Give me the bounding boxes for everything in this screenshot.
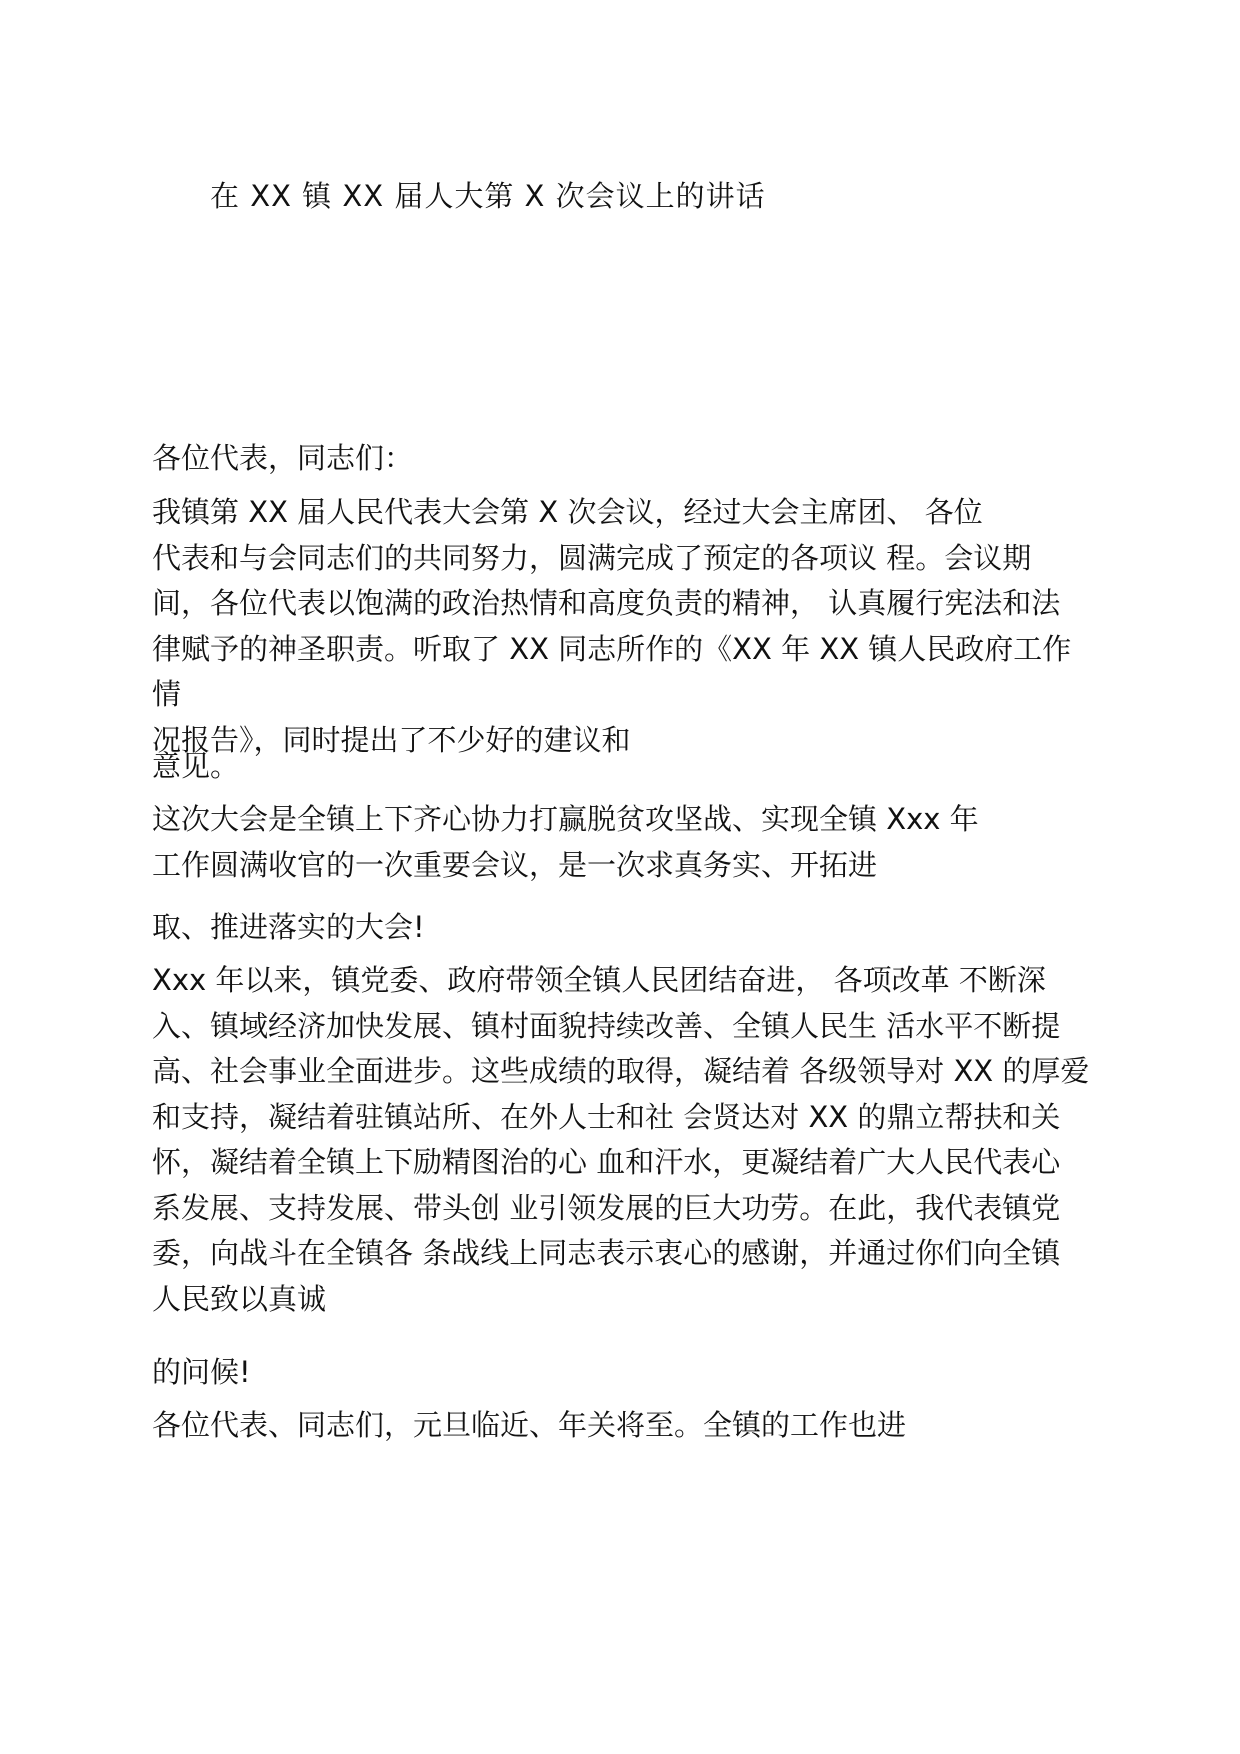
paragraph-4: 各位代表、同志们，元旦临近、年关将至。全镇的工作也进 xyxy=(152,1408,907,1442)
salutation: 各位代表，同志们： xyxy=(152,441,414,475)
paragraph-3: Xxx 年以来，镇党委、政府带领全镇人民团结奋进， 各项改革 不断深 入、镇域经济加快发展、镇村面貌持续改善、全镇人民生 活水平不断提 高、社会事业全面进步。这些成绩的取得，凝结着 各级领导对 XX 的厚爱 和支持，凝结着驻镇站所、在外人士和社 会贤达对 XX 的鼎立帮扶和关 怀，凝结着全镇上下励精图治的心 血和汗水，更凝结着广大人民代表心 系发展、支持发展、带头创 业引领发展的巨大功劳。在此，我代表镇党 委，向战斗在全镇各 条战线上同志表示衷心的感谢，并通过你们向全镇 人民致以真诚 xyxy=(152,963,1090,1316)
document-title: 在 XX 镇 XX 届人大第 X 次会议上的讲话 xyxy=(210,179,766,213)
paragraph-1-end: 意见。 xyxy=(152,749,240,783)
paragraph-2-end: 取、推进落实的大会! xyxy=(152,910,425,944)
paragraph-3-end: 的问候! xyxy=(152,1355,251,1389)
paragraph-1: 我镇第 XX 届人民代表大会第 X 次会议，经过大会主席团、 各位 代表和与会同志们的共同努力，圆满完成了预定的各项议 程。会议期 间，各位代表以饱满的政治热情和高度负责的精神， 认真履行宪法和法 律赋予的神圣职责。听取了 XX 同志所作的《XX 年 XX 镇人民政府工作情 况报告》，同时提出了不少好的建议和 xyxy=(152,495,1072,757)
paragraph-2: 这次大会是全镇上下齐心协力打赢脱贫攻坚战、实现全镇 Xxx 年 工作圆满收官的一次重要会议，是一次求真务实、开拓进 xyxy=(152,802,979,882)
